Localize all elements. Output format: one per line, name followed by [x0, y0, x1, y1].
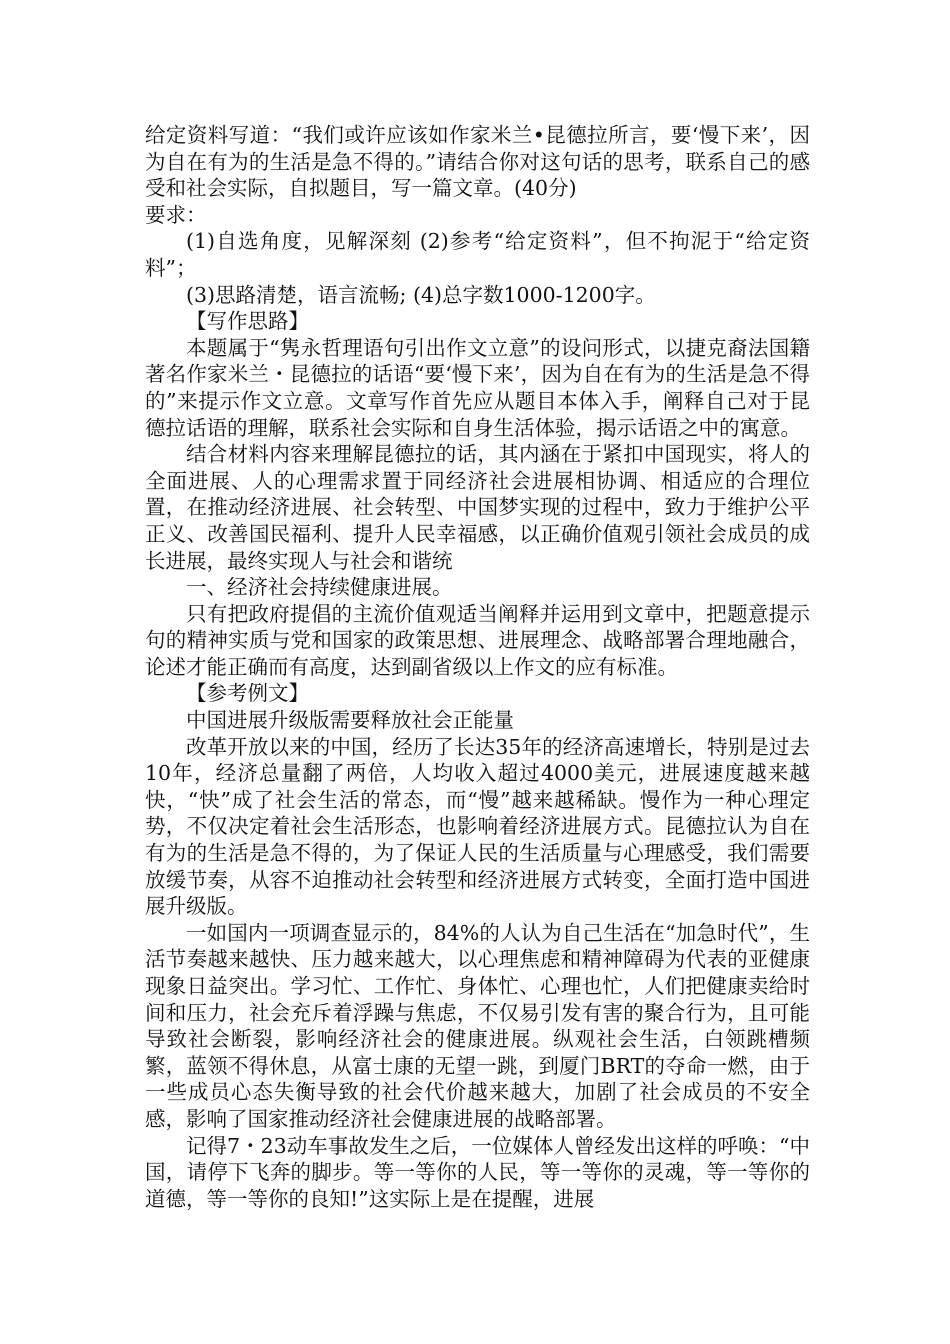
idea-paragraph-1: 本题属于“隽永哲理语句引出作文立意”的设问形式，以捷克裔法国籍著名作家米兰・昆德拉的话语“要‘慢下来’，因为自在有为的生活是急不得的”来提示作文立意。文章写作首先应从题目本体入手，阐释自己对于昆德拉话语的理解，联系社会实际和自身生活体验，揭示话语之中的寓意。 — [145, 335, 810, 440]
prompt-paragraph: 给定资料写道：“我们或许应该如作家米兰•昆德拉所言，要‘慢下来’，因为自在有为的生活是急不得的。”请结合你对这句话的思考，联系自己的感受和社会实际，自拟题目，写一篇文章。(40分) — [145, 123, 810, 201]
example-paragraph-2: 一如国内一项调查显示的，84%的人认为自己生活在“加急时代”，生活节奏越来越快、压力越来越大，以心理焦虑和精神障碍为代表的亚健康现象日益突出。学习忙、工作忙、身体忙、心理也忙，人们把健康卖给时间和压力，社会充斥着浮躁与焦虑，不仅易引发有害的聚合行为，且可能导致社会断裂，影响经济社会的健康进展。纵观社会生活，白领跳槽频繁，蓝领不得休息，从富士康的无望一跳，到厦门BRT的夺命一燃，由于一些成员心态失衡导致的社会代价越来越大，加剧了社会成员的不安全感，影响了国家推动经济社会健康进展的战略部署。 — [145, 920, 810, 1131]
writing-idea-heading: 【写作思路】 — [186, 309, 309, 334]
idea-paragraph-4: 只有把政府提倡的主流价值观适当阐释并运用到文章中，把题意提示句的精神实质与党和国家的政策思想、进展理念、战略部署合理地融合，论述才能正确而有高度，达到副省级以上作文的应有标准。 — [145, 601, 810, 679]
example-paragraph-3: 记得7・23动车事故发生之后，一位媒体人曾经发出这样的呼唤：“中国，请停下飞奔的脚步。等一等你的人民，等一等你的灵魂，等一等你的道德，等一等你的良知!”这实际上是在提醒，进展 — [145, 1133, 810, 1211]
document-page — [145, 122, 810, 1212]
requirement-3-4: (3)思路清楚，语言流畅; (4)总字数1000-1200字。 — [186, 282, 656, 307]
requirements-label: 要求： — [145, 202, 207, 227]
example-paragraph-1: 改革开放以来的中国，经历了长达35年的经济高速增长，特别是过去10年，经济总量翻了两倍，人均收入超过4000美元，进展速度越来越快，“快”成了社会生活的常态，而“慢”越来越稀缺。慢作为一种心理定势，不仅决定着社会生活形态，也影响着经济进展方式。昆德拉认为自在有为的生活是急不得的，为了保证人民的生活质量与心理感受，我们需要放缓节奏，从容不迫推动社会转型和经济进展方式转变，全面打造中国进展升级版。 — [145, 734, 810, 919]
example-title: 中国进展升级版需要释放社会正能量 — [186, 708, 514, 733]
idea-paragraph-2: 结合材料内容来理解昆德拉的话，其内涵在于紧扣中国现实，将人的全面进展、人的心理需求置于同经济社会进展相协调、相适应的合理位置，在推动经济进展、社会转型、中国梦实现的过程中，致力于维护公平正义、改善国民福利、提升人民幸福感，以正确价值观引领社会成员的成长进展，最终实现人与社会和谐统 — [145, 442, 810, 573]
idea-paragraph-3: 一、经济社会持续健康进展。 — [186, 575, 453, 600]
requirement-1-2: (1)自选角度，见解深刻 (2)参考“给定资料”，但不拘泥于“给定资料”； — [145, 229, 810, 280]
example-heading: 【参考例文】 — [186, 681, 309, 706]
